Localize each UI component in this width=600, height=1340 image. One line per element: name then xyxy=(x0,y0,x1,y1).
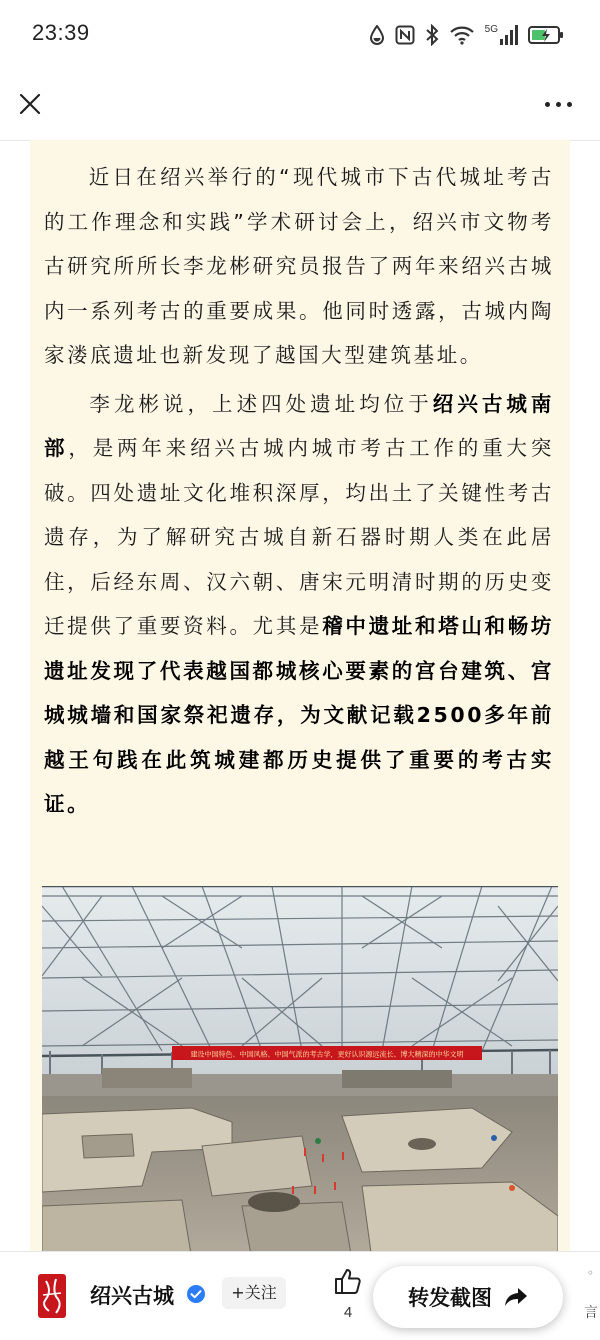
follow-button[interactable]: +关注 xyxy=(222,1277,286,1309)
like-count: 4 xyxy=(343,1304,353,1321)
article-body xyxy=(30,140,570,1260)
top-nav xyxy=(0,68,600,141)
verified-badge-icon xyxy=(186,1284,206,1304)
thumbs-up-icon xyxy=(333,1266,363,1296)
more-button[interactable] xyxy=(538,90,578,118)
share-label: 转发截图 xyxy=(408,1286,492,1310)
share-arrow-icon xyxy=(504,1286,528,1308)
side-badge: 言 xyxy=(584,1305,598,1321)
close-button[interactable] xyxy=(14,88,46,120)
paragraph-2-text-c: ，是两年来绍兴古城内城市考古工作的重大突破。四处遗址文化堆积深厚，均出土了关键性考古遗存，为了解研究古城自新石器时期人类在此居住，后经东周、汉六朝、唐宋元明清时期的历史变迁提供了重要资料。尤其是 xyxy=(44,436,555,638)
paragraph-2 xyxy=(30,382,570,827)
seal-logo-icon xyxy=(37,1273,67,1319)
side-dot-icon: ◦ xyxy=(586,1266,594,1280)
more-dot xyxy=(556,102,561,107)
close-icon xyxy=(18,92,42,116)
paragraph-1 xyxy=(30,155,570,378)
nfc-icon xyxy=(395,25,415,45)
account-avatar[interactable] xyxy=(34,1272,70,1320)
like-button[interactable] xyxy=(332,1266,364,1326)
drop-icon xyxy=(369,25,385,45)
account-name[interactable]: 绍兴古城 xyxy=(90,1284,174,1308)
status-icons xyxy=(369,22,564,48)
photo-banner-text: 建设中国特色、中国风格、中国气派的考古学，更好认识源远流长、博大精深的中华文明 xyxy=(190,1050,464,1059)
paragraph-1-text: 近日在绍兴举行的“现代城市下古代城址考古的工作理念和实践”学术研讨会上，绍兴市文物考古研究所所长李龙彬研究员报告了两年来绍兴古城内一系列考古的重要成果。他同时透露，古城内陶家溇底遗址也新发现了越国大型建筑基址。 xyxy=(44,165,554,367)
bluetooth-icon xyxy=(425,24,439,46)
excavation-photo[interactable] xyxy=(42,886,558,1260)
status-time: 23:39 xyxy=(32,20,90,45)
more-dot xyxy=(567,102,572,107)
paragraph-2-text-a: 李龙彬说，上述四处遗址均位于 xyxy=(88,391,433,416)
paragraph-2-bold-d: 稽中遗址和塔山和畅坊遗址发现了代表越国都城核心要素的宫台建筑、宫城城墙和国家祭祀遗存，为文献记载2500多年前越王句践在此筑城建都历史提供了重要的考古实证。 xyxy=(44,614,555,816)
network-label: 5G xyxy=(484,24,498,35)
cellular-signal-icon xyxy=(485,25,518,45)
status-bar xyxy=(0,0,600,68)
more-horizontal-icon xyxy=(545,102,550,107)
paragraph-2-bold-b: 绍兴古城南部 xyxy=(44,391,555,460)
battery-charging-icon xyxy=(528,25,564,45)
share-screenshot-button[interactable] xyxy=(373,1266,563,1328)
wifi-icon xyxy=(449,25,475,45)
